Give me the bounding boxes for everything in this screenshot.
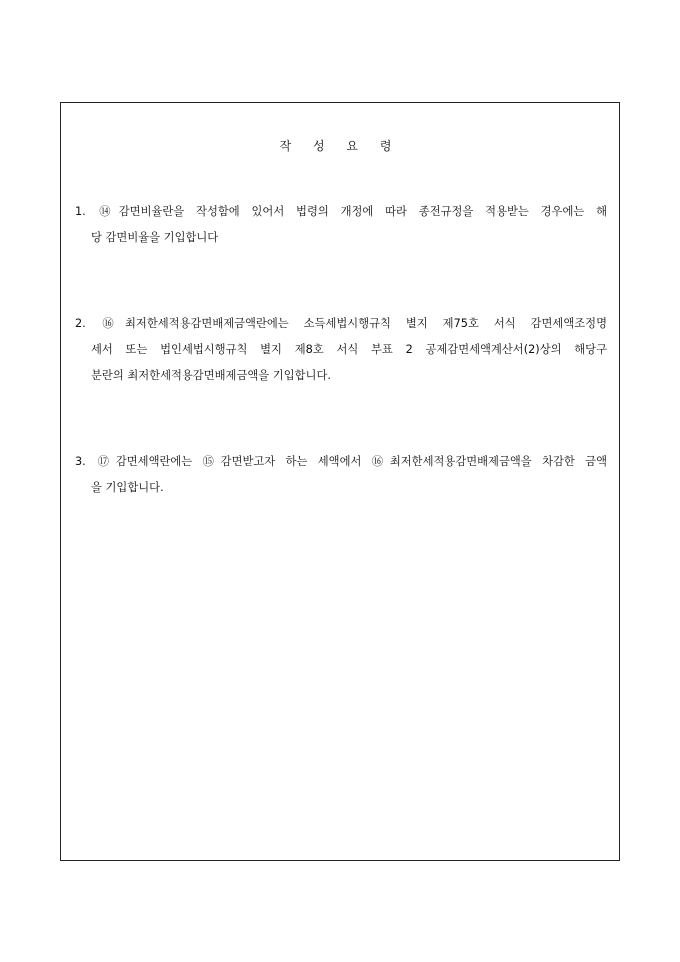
instruction-item-1 — [75, 199, 607, 251]
instruction-item-2-line-3: 분란의 최저한세적용감면배제금액을 기입합니다. — [91, 369, 331, 382]
instruction-item-2-line-1 — [75, 311, 607, 337]
instruction-item-3 — [75, 449, 607, 501]
instruction-item-3-text-1: ⑰감면세액란에는 ⑮감면받고자 하는 세액에서 ⑯최저한세적용감면배제금액을 차감한 금액 — [91, 455, 607, 468]
instruction-item-1-line-1 — [75, 199, 607, 225]
instruction-item-1-number: 1. — [75, 205, 86, 218]
instruction-item-3-line-2: 을 기입합니다. — [91, 481, 164, 494]
instruction-item-1-text-1: ⑭감면비율란을 작성함에 있어서 법령의 개정에 따라 종전규정을 적용받는 경우에는 해 — [91, 205, 607, 218]
instructions-frame — [60, 102, 620, 861]
instruction-item-3-number: 3. — [75, 455, 86, 468]
instruction-item-2-line-2: 세서 또는 법인세법시행규칙 별지 제8호 서식 부표 2 공제감면세액계산서(2)상의 해당구 — [91, 343, 607, 356]
instruction-item-2-text-1: ⑯최저한세적용감면배제금액란에는 소득세법시행규칙 별지 제75호 서식 감면세액조정명 — [91, 317, 607, 330]
instruction-item-3-line-1 — [75, 449, 607, 475]
page-title: 작 성 요 령 — [279, 139, 401, 153]
instruction-item-1-line-2: 당 감면비율을 기입합니다 — [91, 231, 219, 244]
instruction-item-2 — [75, 311, 607, 389]
instruction-item-2-number: 2. — [75, 317, 86, 330]
